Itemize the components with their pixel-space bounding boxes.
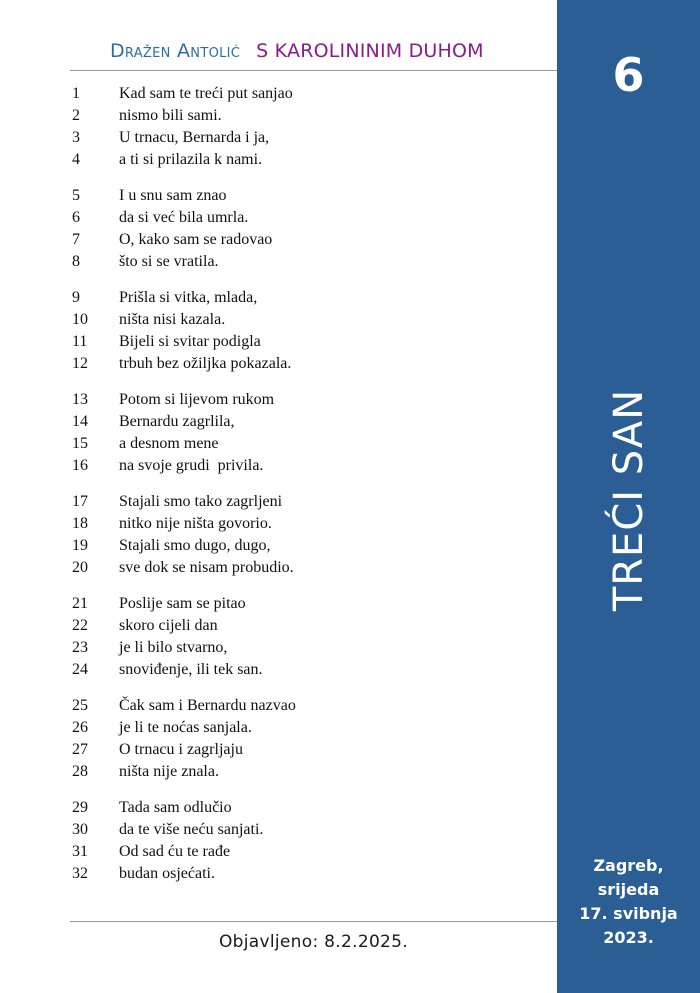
line-text: na svoje grudi privila. [119,457,264,474]
line-text: Tada sam odlučio [119,799,232,816]
line-text: sve dok se nisam probudio. [119,559,294,576]
poem-line [72,251,542,273]
line-number: 17 [72,493,88,510]
line-number: 5 [72,187,80,204]
line-text: ništa nisi kazala. [119,311,226,328]
stanza [72,185,542,273]
poem-line [72,637,542,659]
line-number: 13 [72,391,88,408]
poem-line [72,863,542,885]
line-number: 32 [72,865,88,882]
poem-line [72,659,542,681]
line-text: je li bilo stvarno, [119,639,228,656]
line-number: 10 [72,311,88,328]
stanza [72,389,542,477]
line-number: 7 [72,231,80,248]
date-line: 17. svibnja [579,904,678,923]
poem [72,83,542,899]
stanza [72,695,542,783]
line-number: 12 [72,355,88,372]
line-number: 25 [72,697,88,714]
line-text: Poslije sam se pitao [119,595,246,612]
author-name: Dražen Antolić [110,40,241,62]
poem-line [72,455,542,477]
line-number: 23 [72,639,88,656]
line-text: Stajali smo dugo, dugo, [119,537,271,554]
line-text: trbuh bez ožiljka pokazala. [119,355,292,372]
line-text: I u snu sam znao [119,187,227,204]
line-number: 29 [72,799,88,816]
poem-line [72,739,542,761]
line-text: Bijeli si svitar podigla [119,333,261,350]
poem-line [72,491,542,513]
poem-line [72,695,542,717]
line-text: je li te noćas sanjala. [119,719,252,736]
footer-divider [70,921,557,922]
poem-title: TREĆI SAN [606,388,652,612]
date-line: Zagreb, [593,856,664,875]
stanza [72,593,542,681]
poem-line [72,841,542,863]
line-number: 9 [72,289,80,306]
poem-line [72,593,542,615]
line-text: a desnom mene [119,435,219,452]
poem-line [72,535,542,557]
poem-line [72,389,542,411]
line-number: 2 [72,107,80,124]
line-number: 21 [72,595,88,612]
line-number: 18 [72,515,88,532]
line-number: 31 [72,843,88,860]
poem-line [72,83,542,105]
poem-line [72,207,542,229]
line-number: 16 [72,457,88,474]
chapter-number: 6 [612,48,645,102]
published-date: Objavljeno: 8.2.2025. [219,932,408,952]
line-text: Prišla si vitka, mlada, [119,289,258,306]
page-header [110,38,530,64]
sidebar [557,0,700,993]
stanza [72,287,542,375]
stanza [72,83,542,171]
line-text: Bernardu zagrlila, [119,413,235,430]
line-number: 8 [72,253,80,270]
line-text: nismo bili sami. [119,107,222,124]
poem-line [72,433,542,455]
line-number: 4 [72,151,80,168]
line-text: da si već bila umrla. [119,209,249,226]
line-number: 11 [72,333,88,350]
poem-line [72,229,542,251]
line-number: 26 [72,719,88,736]
poem-line [72,185,542,207]
poem-line [72,761,542,783]
line-number: 14 [72,413,88,430]
poem-line [72,557,542,579]
poem-line [72,353,542,375]
line-text: U trnacu, Bernarda i ja, [119,129,270,146]
book-title: S KAROLININIM DUHOM [256,40,484,62]
line-text: a ti si prilazila k nami. [119,151,263,168]
poem-line [72,287,542,309]
line-text: nitko nije ništa govorio. [119,515,272,532]
stanza [72,797,542,885]
line-text: da te više neću sanjati. [119,821,264,838]
line-text: Kad sam te treći put sanjao [119,85,293,102]
line-number: 30 [72,821,88,838]
line-number: 3 [72,129,80,146]
line-text: O trnacu i zagrljaju [119,741,243,758]
header-divider [70,70,557,71]
line-number: 6 [72,209,80,226]
line-text: skoro cijeli dan [119,617,218,634]
line-text: Potom si lijevom rukom [119,391,275,408]
line-number: 1 [72,85,80,102]
line-number: 20 [72,559,88,576]
date-line: srijeda [597,880,660,899]
line-number: 27 [72,741,88,758]
line-number: 22 [72,617,88,634]
date-place-block [557,854,700,950]
poem-line [72,127,542,149]
poem-line [72,149,542,171]
line-number: 24 [72,661,88,678]
line-text: ništa nije znala. [119,763,219,780]
stanza [72,491,542,579]
line-text: Od sad ću te rađe [119,843,231,860]
line-text: O, kako sam se radovao [119,231,273,248]
line-text: budan osjećati. [119,865,215,882]
line-number: 19 [72,537,88,554]
poem-line [72,717,542,739]
poem-line [72,309,542,331]
line-number: 28 [72,763,88,780]
line-text: snoviđenje, ili tek san. [119,661,263,678]
poem-line [72,819,542,841]
poem-line [72,615,542,637]
poem-line [72,411,542,433]
poem-line [72,331,542,353]
date-line: 2023. [603,928,654,947]
line-number: 15 [72,435,88,452]
line-text: Stajali smo tako zagrljeni [119,493,283,510]
line-text: što si se vratila. [119,253,219,270]
poem-line [72,797,542,819]
poem-line [72,105,542,127]
line-text: Čak sam i Bernardu nazvao [119,697,296,714]
poem-line [72,513,542,535]
